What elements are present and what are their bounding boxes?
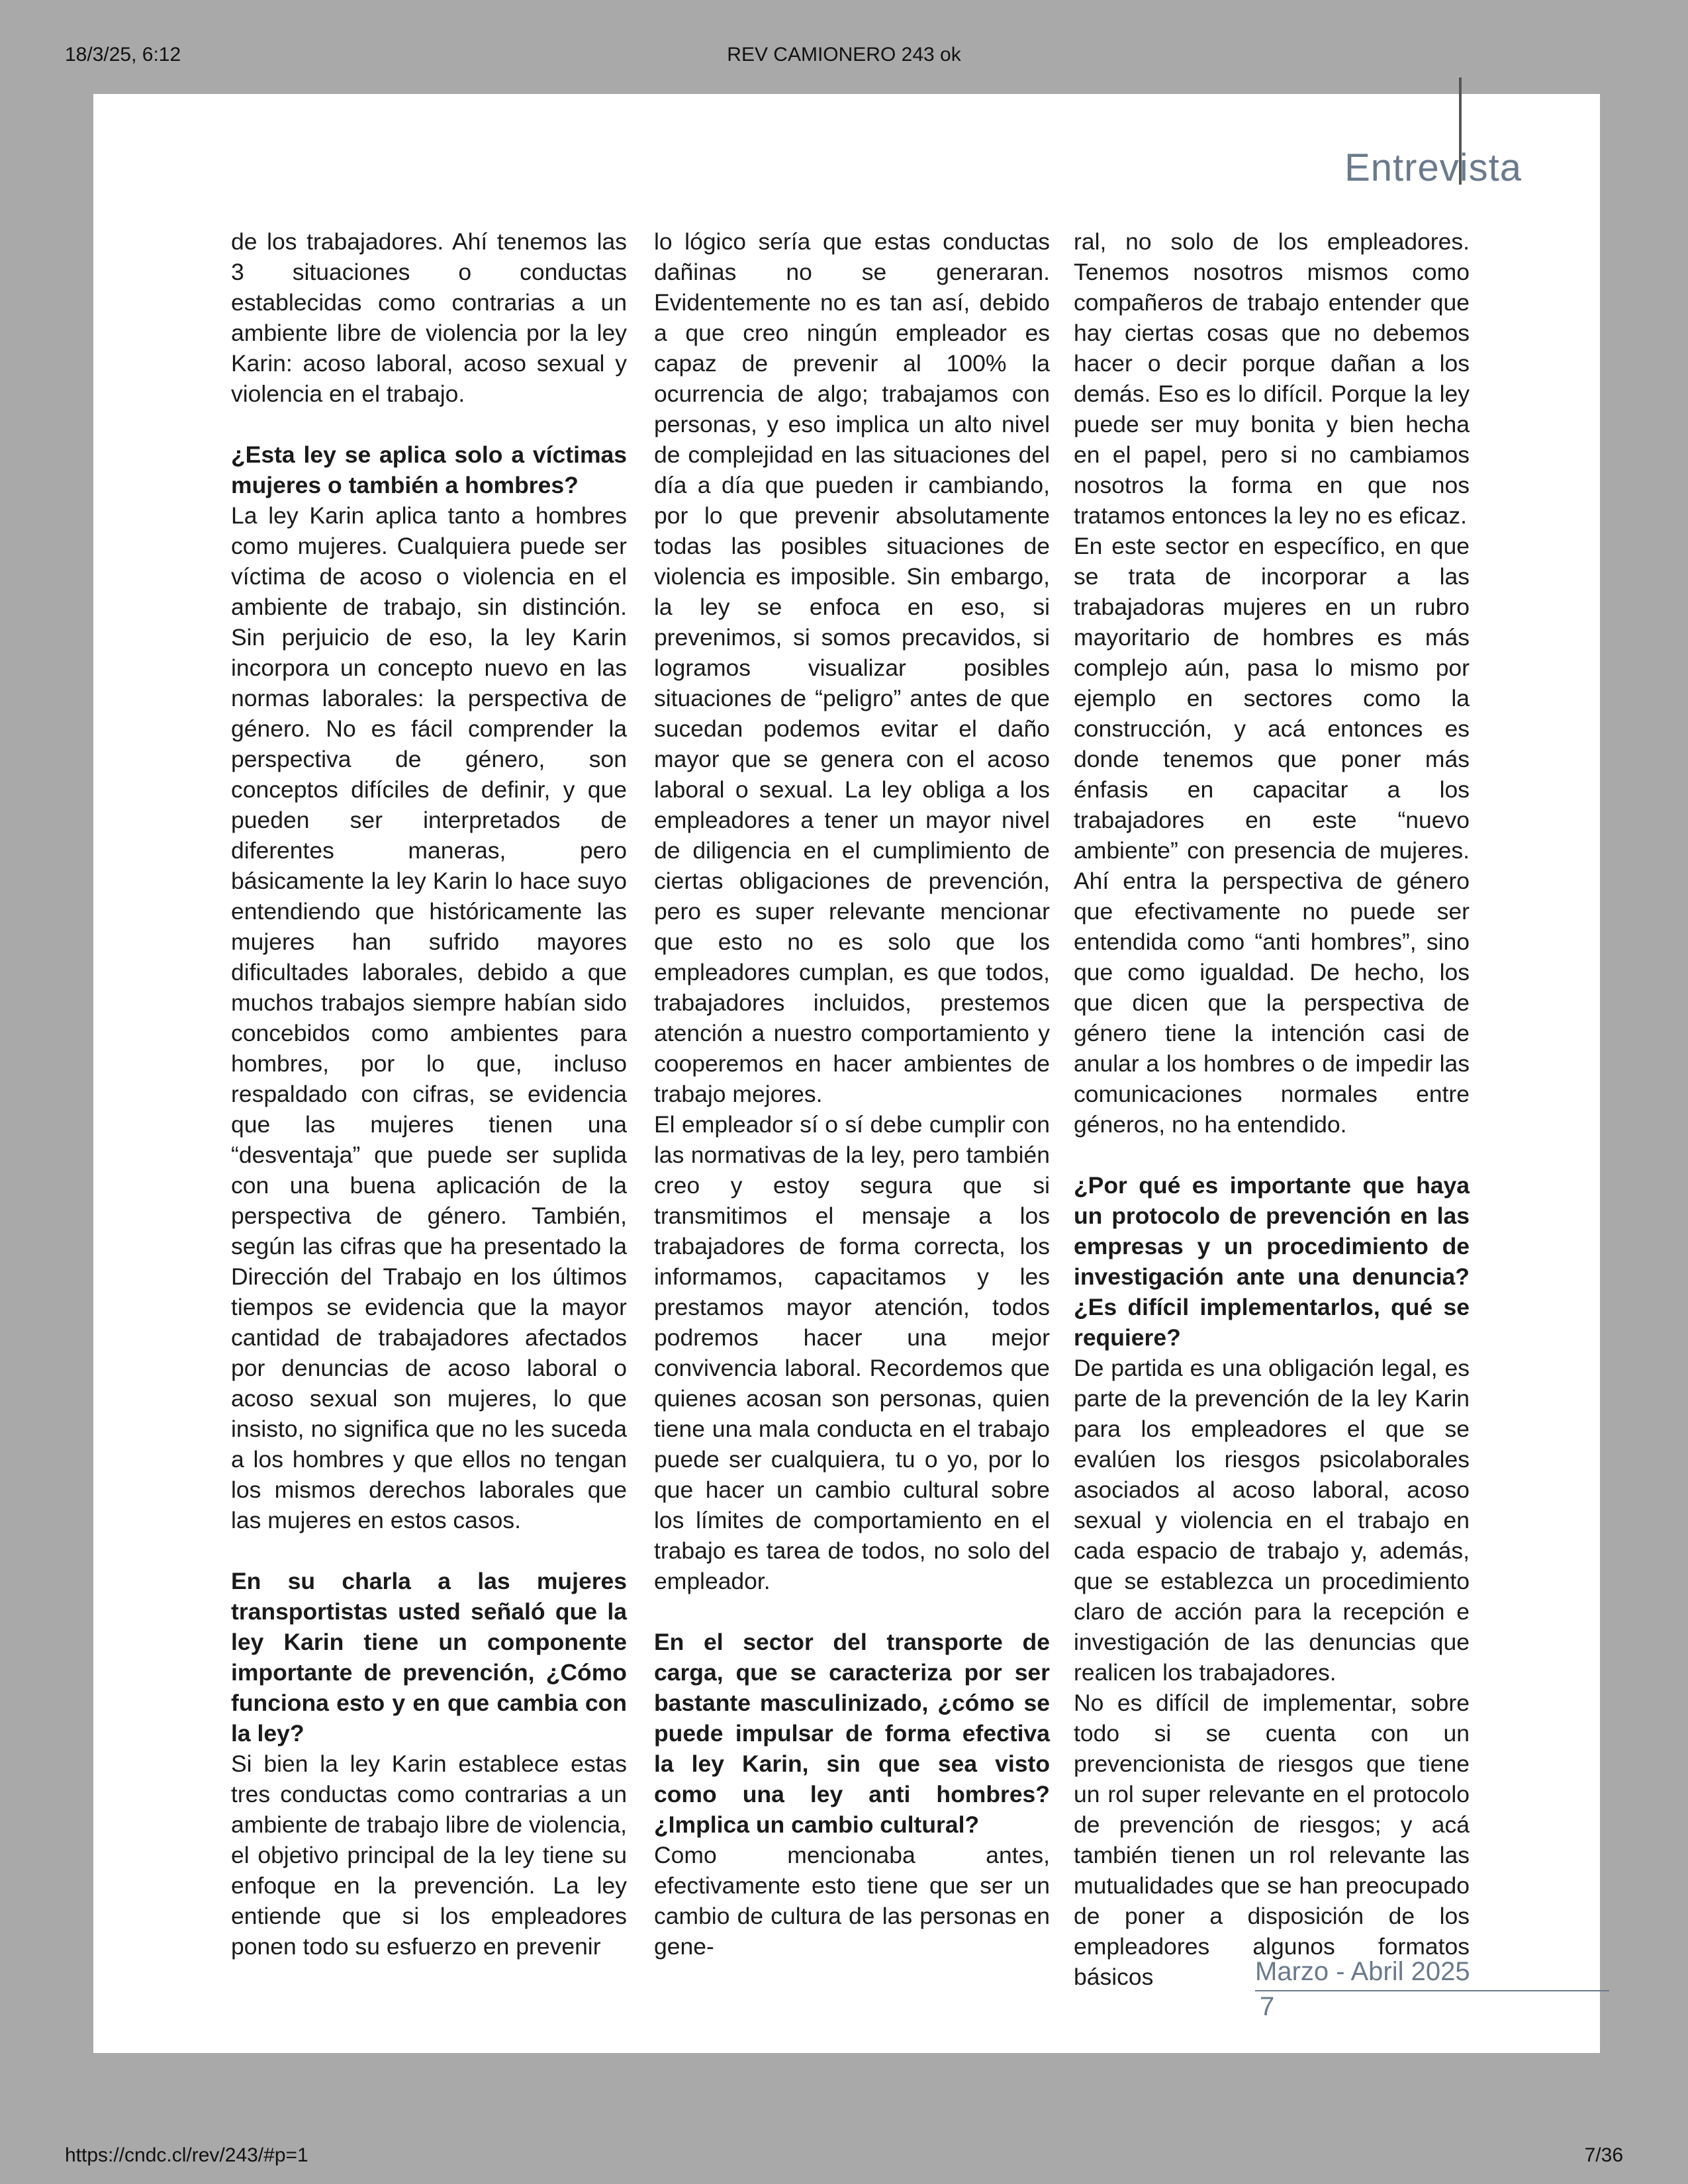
question-heading: En su charla a las mujeres transportistas usted señaló que la ley Karin tiene un componente importante de prevención, ¿Cómo funciona esto y en que cambia con la ley? <box>231 1568 627 1747</box>
body-paragraph: lo lógico sería que estas conductas dañinas no se generaran. Evidentemente no es tan así, debido a que creo ningún empleador es capaz de prevenir al 100% la ocurrencia de algo; trabajamos con personas, y eso implica un alto nivel de complejidad en las situaciones del día a día que pueden ir cambiando, por lo que prevenir absolutamente todas las posibles situaciones de violencia es imposible. Sin embargo, la ley se enfoca en eso, si prevenimos, si somos precavidos, si logramos visualizar posibles situaciones de “peligro” antes de que sucedan podemos evitar el daño mayor que se genera con el acoso laboral o sexual. La ley obliga a los empleadores a tener un mayor nivel de diligencia en el cumplimiento de ciertas obligaciones de prevención, pero es super relevante mencionar que esto no es solo que los empleadores cumplan, es que todos, trabajadores incluidos, prestemos atención a nuestro comportamiento y cooperemos en hacer ambientes de trabajo mejores. <box>654 228 1050 1107</box>
body-paragraph: Como mencionaba antes, efectivamente esto tiene que ser un cambio de cultura de las personas en gene- <box>654 1842 1050 1960</box>
body-paragraph: Si bien la ley Karin establece estas tres conductas como contrarias a un ambiente de trabajo libre de violencia, el objetivo principal de la ley tiene su enfoque en la prevención. La ley entiende que si los empleadores ponen todo su esfuerzo en prevenir <box>231 1751 627 1960</box>
article-column-3 <box>1074 226 1470 1992</box>
body-paragraph: de los trabajadores. Ahí tenemos las 3 situaciones o conductas establecidas como contrarias a un ambiente libre de violencia por la ley Karin: acoso laboral, acoso sexual y violencia en el trabajo. <box>231 228 627 407</box>
body-paragraph: De partida es una obligación legal, es parte de la prevención de la ley Karin para los empleadores el que se evalúen los riesgos psicolaborales asociados al acoso laboral, acoso sexual y violencia en el trabajo en cada espacio de trabajo y, además, que se establezca un procedimiento claro de acción para la recepción e investigación de las denuncias que realicen los trabajadores. <box>1074 1355 1470 1686</box>
print-datetime: 18/3/25, 6:12 <box>65 44 181 66</box>
print-page-count: 7/36 <box>1584 2144 1623 2166</box>
print-header <box>0 0 1688 93</box>
body-paragraph: ral, no solo de los empleadores. Tenemos nosotros mismos como compañeros de trabajo entender que hay ciertas cosas que no debemos hacer o decir porque dañan a los demás. Eso es lo difícil. Porque la ley puede ser muy bonita y bien hecha en el papel, pero si no cambiamos nosotros la forma en que nos tratamos entonces la ley no es eficaz. <box>1074 228 1470 529</box>
article-column-2 <box>654 226 1050 1962</box>
print-footer <box>0 2144 1688 2184</box>
question-heading: En el sector del transporte de carga, que se caracteriza por ser bastante masculinizado, ¿cómo se puede impulsar de forma efectiva la ley Karin, sin que sea visto como una ley anti hombres? ¿Implica un cambio cultural? <box>654 1629 1050 1838</box>
print-document-title: REV CAMIONERO 243 ok <box>727 44 961 66</box>
body-paragraph: La ley Karin aplica tanto a hombres como mujeres. Cualquiera puede ser víctima de acoso o violencia en el ambiente de trabajo, sin distinción. Sin perjuicio de eso, la ley Karin incorpora un concepto nuevo en las normas laborales: la perspectiva de género. No es fácil comprender la perspectiva de género, son conceptos difíciles de definir, y que pueden ser interpretados de diferentes maneras, pero básicamente la ley Karin lo hace suyo entendiendo que históricamente las mujeres han sufrido mayores dificultades laborales, debido a que muchos trabajos siempre habían sido concebidos como ambientes para hombres, por lo que, incluso respaldado con cifras, se evidencia que las mujeres tienen una “desventaja” que puede ser suplida con una buena aplicación de la perspectiva de género. También, según las cifras que ha presentado la Dirección del Trabajo en los últimos tiempos se evidencia que la mayor cantidad de trabajadores afectados por denuncias de acoso laboral o acoso sexual son mujeres, lo que insisto, no significa que no les suceda a los hombres y que ellos no tengan los mismos derechos laborales que las mujeres en estos casos. <box>231 502 627 1533</box>
print-url: https://cndc.cl/rev/243/#p=1 <box>65 2144 308 2166</box>
page-number: 7 <box>1260 1992 1275 2021</box>
body-paragraph: No es difícil de implementar, sobre todo si se cuenta con un prevencionista de riesgos que tiene un rol super relevante en el protocolo de prevención de riesgos; y acá también tienen un rol relevante las mutualidades que se han preocupado de poner a disposición de los empleadores algunos formatos básicos <box>1074 1690 1470 1990</box>
footer-divider <box>1255 1990 1609 1991</box>
body-paragraph: En este sector en específico, en que se trata de incorporar a las trabajadoras mujeres en un rubro mayoritario de hombres es más complejo aún, pasa lo mismo por ejemplo en sectores como la construcción, y acá entonces es donde tenemos que poner más énfasis en capacitar a los trabajadores en este “nuevo ambiente” con presencia de mujeres. Ahí entra la perspectiva de género que efectivamente no puede ser entendida como “anti hombres”, sino que como igualdad. De hecho, los que dicen que la perspectiva de género tiene la intención casi de anular a los hombres o de impedir las comunicaciones normales entre géneros, no ha entendido. <box>1074 533 1470 1138</box>
magazine-page <box>93 94 1600 2053</box>
issue-date: Marzo - Abril 2025 <box>1255 1957 1470 1986</box>
question-heading: ¿Por qué es importante que haya un protocolo de prevención en las empresas y un procedimiento de investigación ante una denuncia? ¿Es difícil implementarlos, qué se requiere? <box>1074 1172 1470 1351</box>
section-title: Entrevista <box>1344 146 1522 189</box>
article-column-1 <box>231 226 627 1962</box>
body-paragraph: El empleador sí o sí debe cumplir con las normativas de la ley, pero también creo y estoy segura que si transmitimos el mensaje a los trabajadores de forma correcta, los informamos, capacitamos y les prestamos mayor atención, todos podremos hacer una mejor convivencia laboral. Recordemos que quienes acosan son personas, quien tiene una mala conducta en el trabajo puede ser cualquiera, tu o yo, por lo que hacer un cambio cultural sobre los límites de comportamiento en el trabajo es tarea de todos, no solo del empleador. <box>654 1111 1050 1594</box>
question-heading: ¿Esta ley se aplica solo a víctimas mujeres o también a hombres? <box>231 441 627 498</box>
